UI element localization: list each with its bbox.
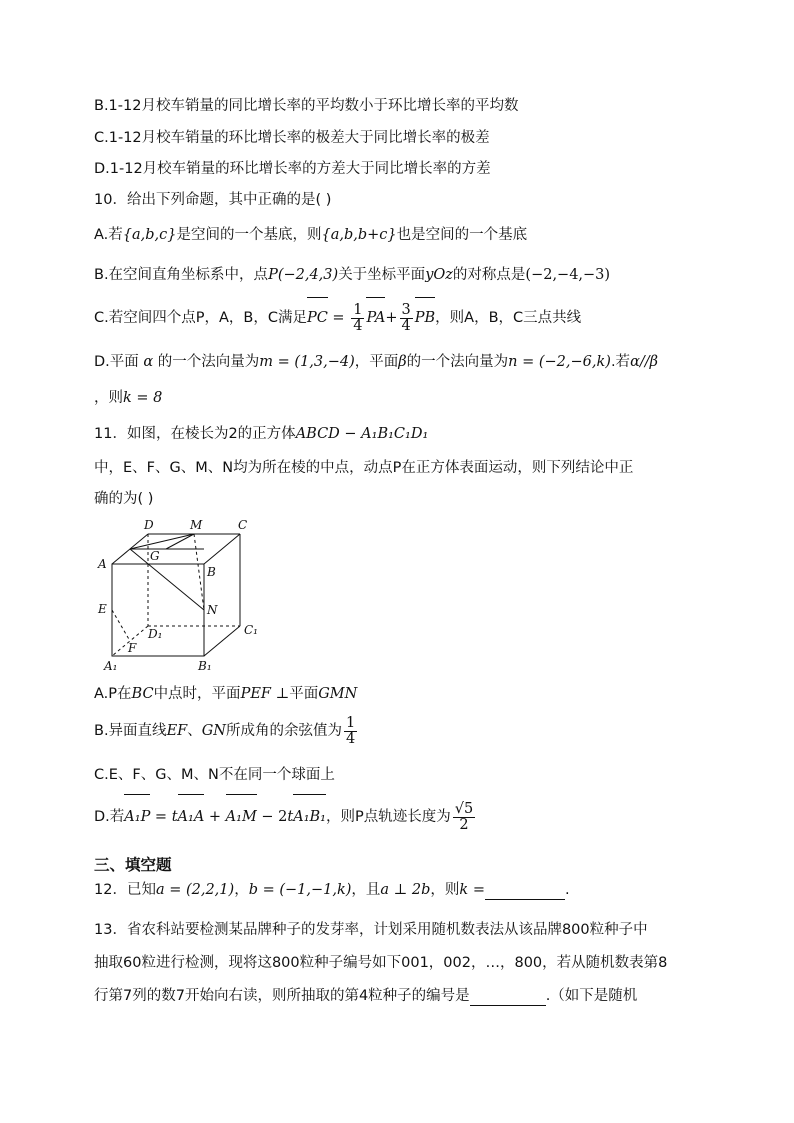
q10-c-prefix: C.若空间四个点P，A，B，C满足 [94,310,307,326]
q10-d-beta: β [398,354,407,370]
q10-option-c: C.若空间四个点P，A，B，C满足PC = $\frac{1}{4}$ PA+ $\frac{3}{4}$ PB，则A，B，C三点共线 [94,300,581,336]
q10-option-a [94,225,527,245]
q10-stem: 10．给出下列命题，其中正确的是( ) [94,192,332,208]
q10-d-prefix: D.平面 [94,354,139,370]
vector-a1b1: A₁B₁ [293,797,326,837]
q10-b-mid: 关于坐标平面 [338,267,426,283]
section-title: 三、填空题 [94,856,172,874]
q11-option-b: B.异面直线EF、GN所成角的余弦值为 $\frac{1}{4}$ [94,714,356,747]
q10-d-mid1: 的一个法向量为 [157,354,260,370]
q11-a-bc: BC [131,686,154,702]
q10-d-condition: α//β [630,354,659,370]
segment-gn [130,549,204,610]
q10-b-mid2: 的对称点是 [452,267,526,283]
q12-condition: a ⊥ 2b [380,882,431,898]
q11-b-prefix: B.异面直线 [94,723,167,739]
q10-b-plane: yOz [425,267,453,283]
q11-b-gn: GN [201,723,226,739]
q10-a-basis1: {a,b,c} [122,227,177,243]
q10-b-prefix: B.在空间直角坐标系中，点 [94,267,269,283]
segment-ef [112,610,130,641]
q10-b-point: P(−2,4,3) [268,267,339,283]
vector-a1m: A₁M [226,797,257,837]
q11-d-post: ，则P点轨迹长度为 [326,809,451,825]
label-a1: A₁ [104,659,118,672]
q10-option-d [94,352,658,372]
label-a: A [98,557,107,571]
vector-pb: PB [415,300,435,336]
label-d: D [144,518,154,532]
label-c: C [238,518,248,532]
q10-a-basis2: {a,b,b+c} [321,227,397,243]
q11-option-a [94,684,357,704]
cube-figure [94,516,274,672]
q12-k: k = [459,882,485,898]
q11-a-mid2: 平面 [289,686,319,702]
q10-d-post: .若 [610,354,631,370]
q11-a-gmn: GMN [318,686,358,702]
label-d1: D₁ [148,627,163,641]
q11-b-fraction: $\frac{1}{4}$ [346,714,356,747]
q10-option-b [94,265,610,285]
q11-d-fraction: $\frac{√5}{2}$ [454,800,474,833]
label-n: N [207,603,218,617]
q13-line3-prefix: 行第7列的数7开始向右读，则所抽取的第4粒种子的编号是 [94,988,470,1004]
q9-option-b: B.1-12月校车销量的同比增长率的平均数小于环比增长率的平均数 [94,98,519,114]
q12-vector-b: b = (−1,−1,k) [248,882,352,898]
vector-a1a: A₁A [178,797,205,837]
q11-stem-line2: 中，E、F、G、M、N均为所在棱的中点，动点P在正方体表面运动，则下列结论中正 [94,460,634,476]
q10-d-k: k = 8 [123,390,163,406]
vector-a1p: A₁P [124,797,150,837]
q13-line3 [94,986,637,1006]
q11-d-prefix: D.若 [94,809,125,825]
q13-answer-blank[interactable] [470,1005,546,1006]
q9-option-d: D.1-12月校车销量的环比增长率的方差大于同比增长率的方差 [94,161,491,177]
q13-line1: 13．省农科站要检测某品牌种子的发芽率，计划采用随机数表法从该品牌800粒种子中 [94,922,648,938]
edge-c1b1 [204,626,240,656]
cube-front-face [112,564,204,656]
q11-stem [94,424,428,444]
label-f: F [128,641,137,655]
label-b1: B₁ [198,659,212,672]
q10-c-frac1: $\frac{1}{4}$ [353,301,363,334]
q11-option-c: C.E、F、G、M、N不在同一个球面上 [94,767,335,783]
edge-cb [204,534,240,564]
label-b: B [207,565,216,579]
vector-pc: PC [307,300,328,336]
q12-vector-a: a = (2,2,1) [155,882,235,898]
q10-c-post: ，则A，B，C三点共线 [435,310,582,326]
q13-line2: 抽取60粒进行检测，现将这800粒种子编号如下001，002，…，800，若从随机数表第8 [94,955,668,971]
q10-option-d-cont [94,388,162,408]
q10-d-mid3: 的一个法向量为 [406,354,509,370]
q11-a-pef: PEF ⊥ [240,686,290,702]
q10-d-vector-n: n = (−2,−6,k) [508,354,611,370]
q12-prefix: 12．已知 [94,882,156,898]
q9-option-c: C.1-12月校车销量的环比增长率的极差大于同比增长率的极差 [94,130,490,146]
label-c1: C₁ [244,623,258,637]
q12-mid: ，且 [351,882,381,898]
q10-c-frac2: $\frac{3}{4}$ [401,301,411,334]
q10-a-mid: 是空间的一个基底，则 [176,227,322,243]
q10-d-cont: ，则 [94,390,123,406]
vector-pa: PA [366,300,385,336]
q12-answer-blank[interactable] [485,899,565,900]
q11-a-prefix: A.P在 [94,686,132,702]
q13-line3-post: .（如下是随机 [545,988,638,1004]
q11-cube-name: ABCD − A₁B₁C₁D₁ [295,426,429,442]
q11-b-mid: 所成角的余弦值为 [226,723,342,739]
q12-mid2: ，则 [430,882,460,898]
q10-d-mid2: ，平面 [354,354,399,370]
label-m: M [190,518,203,532]
q10-a-post: 也是空间的一个基底 [396,227,528,243]
q10-d-alpha: α [143,354,154,370]
q12: 12．已知a = (2,2,1)，b = (−1,−1,k)，且a ⊥ 2b，则k = . [94,882,570,898]
q10-d-vector-m: m = (1,3,−4) [259,354,355,370]
label-e: E [98,602,107,616]
label-g: G [150,549,160,563]
q11-b-ef: EF [166,723,188,739]
q10-a-prefix: A.若 [94,227,123,243]
q11-a-mid: 中点时，平面 [153,686,241,702]
q11-option-d: D.若A₁P = tA₁A + A₁M − 2tA₁B₁，则P点轨迹长度为 $\frac{√5}{2}$ [94,797,477,837]
segment-mn [194,534,204,610]
q11-stem-prefix: 11．如图，在棱长为2的正方体 [94,426,296,442]
q10-b-result: (−2,−4,−3) [525,267,611,283]
q11-stem-line3: 确的为( ) [94,491,154,507]
